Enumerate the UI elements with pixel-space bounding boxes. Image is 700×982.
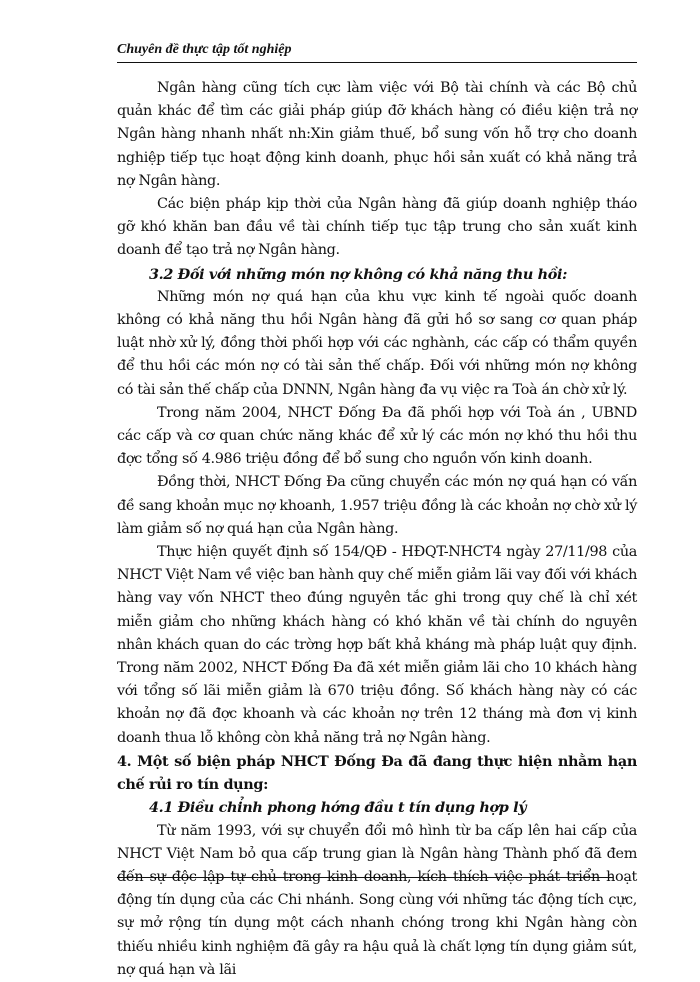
document-body (117, 77, 637, 982)
paragraph: Trong năm 2004, NHCT Đống Đa đã phối hợp với Toà án , UBND các cấp và cơ quan chức năng khác để xử lý các món nợ khó thu hồi thu đợc tổng số 4.986 triệu đồng để bổ sung cho nguồn vốn kinh doanh. (117, 404, 637, 468)
paragraph: Từ năm 1993, với sự chuyển đổi mô hình từ ba cấp lên hai cấp của NHCT Việt Nam bỏ qua cấp trung gian là Ngân hàng Thành phố đã đem đến sự độc lập tự chủ trong kinh doanh, kích thích việc phát triển hoạt động tín dụng của các Chi nhánh. Song cùng với những tác động tích cực, sự mở rộng tín dụng một cách nhanh chóng trong khi Ngân hàng còn thiếu nhiều kinh nghiệm đã gây ra hậu quả là chất lợng tín dụng giảm sút, nợ quá hạn và lãi (117, 822, 637, 978)
paragraph: Đồng thời, NHCT Đống Đa cũng chuyển các món nợ quá hạn có vấn đề sang khoản mục nợ khoanh, 1.957 triệu đồng là các khoản nợ chờ xử lý làm giảm số nợ quá hạn của Ngân hàng. (117, 474, 637, 537)
paragraph: Những món nợ quá hạn của khu vực kinh tế ngoài quốc doanh không có khả năng thu hồi Ngân hàng đã gửi hồ sơ sang cơ quan pháp luật nhờ xử lý, đồng thời phối hợp với các nghành, các cấp có thẩm quyền để thu hồi các món nợ có tài sản thế chấp. Đối với những món nợ không có tài sản thế chấp của DNNN, Ngân hàng đa vụ việc ra Toà án chờ xử lý. (117, 288, 637, 398)
paragraph: Các biện pháp kịp thời của Ngân hàng đã giúp doanh nghiệp tháo gỡ khó khăn ban đầu về tài chính tiếp tục tập trung cho sản xuất kinh doanh để tạo trả nợ Ngân hàng. (117, 196, 637, 259)
page-header (117, 40, 637, 63)
paragraph: Ngân hàng cũng tích cực làm việc với Bộ tài chính và các Bộ chủ quản khác để tìm các giải pháp giúp đỡ khách hàng có điều kiện trả nợ Ngân hàng nhanh nhất nh:Xin giảm thuế, bổ sung vốn hỗ trợ cho doanh nghiệp tiếp tục hoạt động kinh doanh, phục hồi sản xuất có khả năng trả nợ Ngân hàng. (117, 80, 637, 189)
section-heading: 4. Một số biện pháp NHCT Đống Đa đã đang thực hiện nhằm hạn chế rủi ro tín dụng: (117, 752, 637, 794)
paragraph: Thực hiện quyết định số 154/QĐ - HĐQT-NHCT4 ngày 27/11/98 của NHCT Việt Nam về việc ban hành quy chế miễn giảm lãi vay đối với khách hàng vay vốn NHCT theo đúng nguyên tắc ghi trong quy chế là chỉ xét miễn giảm cho những khách hàng có khó khăn về tài chính do nguyên nhân khách quan do các trờng hợp bất khả kháng mà pháp luật quy định. Trong năm 2002, NHCT Đống Đa đã xét miễn giảm lãi cho 10 khách hàng với tổng số lãi miễn giảm là 670 triệu đồng. Số khách hàng này có các khoản nợ đã đợc khoanh và các khoản nợ trên 12 tháng mà đơn vị kinh doanh thua lỗ không còn khả năng trả nợ Ngân hàng. (117, 544, 637, 746)
subsection-heading: 4.1 Điều chỉnh phong hớng đầu t tín dụng hợp lý (149, 799, 527, 817)
header-title: Chuyên đề thực tập tốt nghiệp (117, 42, 292, 57)
subsection-heading: 3.2 Đối với những món nợ không có khả năng thu hồi: (149, 265, 568, 283)
footer-rule (117, 877, 613, 878)
